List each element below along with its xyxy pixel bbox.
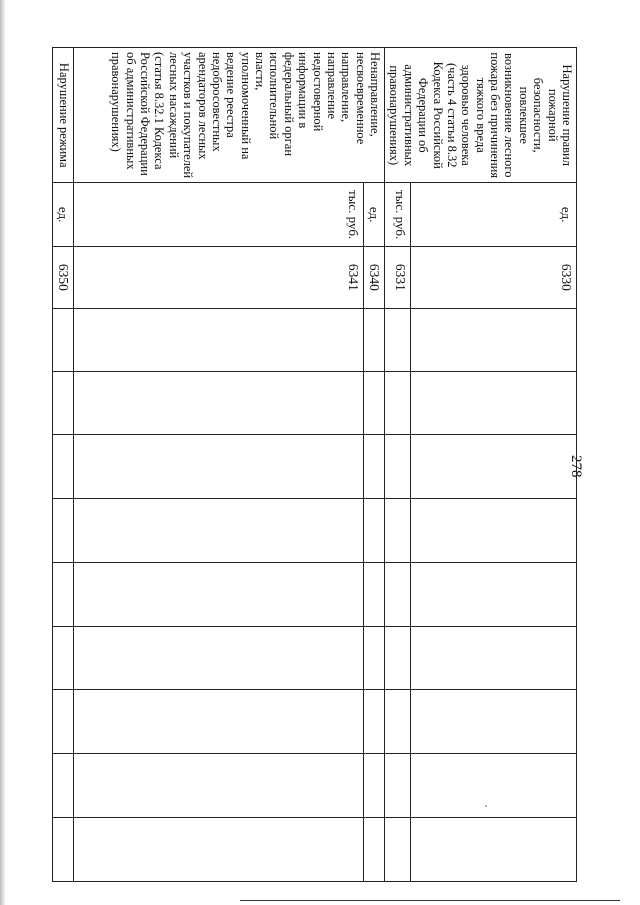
value-cell	[53, 498, 74, 562]
value-cell	[74, 627, 364, 690]
value-cell	[53, 435, 74, 498]
value-cell	[74, 435, 364, 498]
value-cell	[364, 754, 385, 817]
value-cell	[364, 562, 385, 626]
value-cell	[385, 372, 411, 435]
value-cell	[53, 372, 74, 435]
table-row	[411, 48, 577, 882]
value-cell	[411, 627, 577, 690]
bottom-edge-line	[240, 900, 620, 901]
row-description: Нарушение режима	[53, 48, 74, 183]
unit-cell: ед.	[364, 183, 385, 246]
value-cell	[411, 372, 577, 435]
value-cell	[74, 562, 364, 626]
value-cell	[74, 308, 364, 371]
code-cell: 6330	[411, 246, 577, 308]
code-cell: 6340	[364, 246, 385, 308]
unit-cell: ед.	[411, 183, 577, 246]
value-cell	[74, 817, 364, 881]
value-cell	[411, 817, 577, 881]
unit-cell: тыс. руб.	[74, 183, 364, 246]
value-cell	[364, 690, 385, 754]
value-cell	[411, 435, 577, 498]
value-cell	[385, 435, 411, 498]
value-cell	[364, 372, 385, 435]
value-cell	[411, 690, 577, 754]
statistics-table	[52, 47, 577, 882]
row-description: Ненаправление, несвоевременное направление, направление недостоверной информации в федеральный орган исполнительной власти, уполномоченный на ведение реестра недобросовестных арендаторов лесных участков и покупателей лесных насаждений (статья 8.32.1 Кодекса Российской Федерации об административных правонарушениях)	[74, 48, 385, 183]
value-cell	[53, 627, 74, 690]
value-cell	[364, 308, 385, 371]
value-cell	[53, 308, 74, 371]
value-cell	[74, 372, 364, 435]
value-cell	[385, 627, 411, 690]
value-cell	[385, 817, 411, 881]
value-cell	[364, 498, 385, 562]
unit-cell: ед.	[53, 183, 74, 246]
unit-cell: тыс. руб.	[385, 183, 411, 246]
value-cell	[74, 754, 364, 817]
value-cell	[385, 690, 411, 754]
value-cell	[385, 308, 411, 371]
rotated-table-wrapper	[57, 47, 577, 882]
value-cell	[74, 498, 364, 562]
value-cell	[53, 754, 74, 817]
table-row	[53, 48, 74, 882]
value-cell	[385, 498, 411, 562]
value-cell	[385, 562, 411, 626]
value-cell	[385, 754, 411, 817]
value-cell	[411, 308, 577, 371]
scan-edge-shadow	[0, 0, 6, 905]
value-cell	[53, 690, 74, 754]
value-cell	[364, 817, 385, 881]
scan-speck	[485, 805, 487, 807]
value-cell	[411, 562, 577, 626]
code-cell: 6331	[385, 246, 411, 308]
row-description: Нарушение правил пожарной безопасности, повлекшее возникновение лесного пожара без причинения тяжкого вреда здоровью человека (часть 4 статьи 8.32 Кодекса Российской Федерации об административных правонарушениях)	[385, 48, 577, 183]
value-cell	[364, 435, 385, 498]
code-cell: 6341	[74, 246, 364, 308]
table-row	[364, 48, 385, 882]
value-cell	[411, 754, 577, 817]
page-number: 278	[568, 455, 584, 478]
value-cell	[411, 498, 577, 562]
value-cell	[53, 562, 74, 626]
code-cell: 6350	[53, 246, 74, 308]
value-cell	[364, 627, 385, 690]
value-cell	[74, 690, 364, 754]
value-cell	[53, 817, 74, 881]
